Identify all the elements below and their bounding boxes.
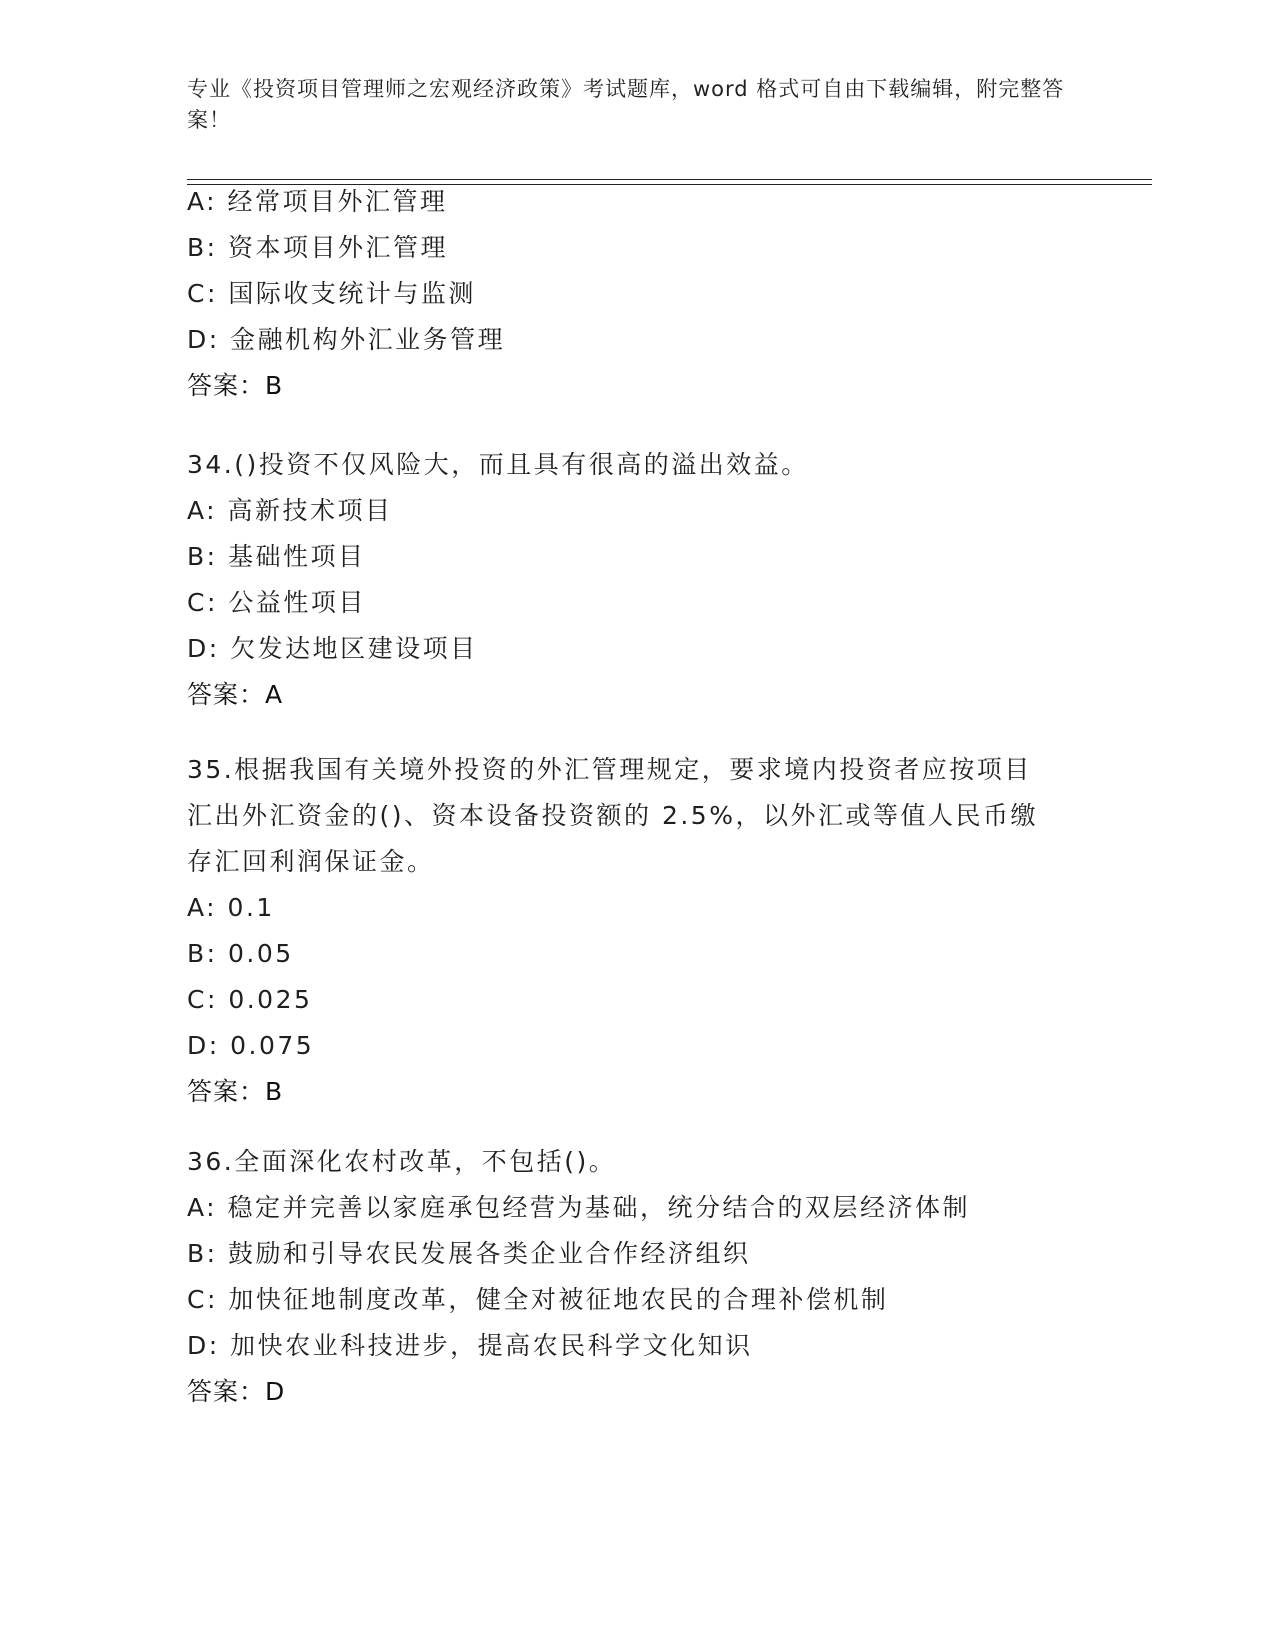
option-b: B: 资本项目外汇管理 [187,233,449,262]
question-stem: 34.()投资不仅风险大，而且具有很高的溢出效益。 [187,450,809,479]
question-stem-line-2: 汇出外汇资金的()、资本设备投资额的 2.5%，以外汇或等值人民币缴 [187,801,1038,830]
question-33 [187,179,1147,409]
option-a: A: 高新技术项目 [187,496,393,525]
document-intro: 专业《投资项目管理师之宏观经济政策》考试题库，word 格式可自由下载编辑，附完整答案！ [187,77,1065,132]
question-stem-line-3: 存汇回利润保证金。 [187,847,435,876]
question-36 [187,1139,1147,1415]
option-b: B: 鼓励和引导农民发展各类企业合作经济组织 [187,1239,751,1268]
option-a: A: 0.1 [187,893,275,922]
option-a: A: 稳定并完善以家庭承包经营为基础，统分结合的双层经济体制 [187,1193,971,1222]
option-b: B: 基础性项目 [187,542,366,571]
question-stem-line-1: 35.根据我国有关境外投资的外汇管理规定，要求境内投资者应按项目 [187,755,1032,784]
option-a: A: 经常项目外汇管理 [187,187,448,216]
option-c: C: 国际收支统计与监测 [187,279,476,308]
option-c: C: 0.025 [187,985,313,1014]
option-d: D: 金融机构外汇业务管理 [187,325,506,354]
answer: 答案：B [187,371,284,400]
answer: 答案：D [187,1377,286,1406]
option-b: B: 0.05 [187,939,294,968]
option-d: D: 欠发达地区建设项目 [187,634,478,663]
question-34 [187,442,1147,718]
answer: 答案：A [187,680,284,709]
option-c: C: 加快征地制度改革，健全对被征地农民的合理补偿机制 [187,1285,889,1314]
question-35 [187,747,1147,1115]
option-c: C: 公益性项目 [187,588,366,617]
option-d: D: 0.075 [187,1031,315,1060]
answer: 答案：B [187,1077,284,1106]
question-stem: 36.全面深化农村改革，不包括()。 [187,1147,617,1176]
option-d: D: 加快农业科技进步，提高农民科学文化知识 [187,1331,753,1360]
